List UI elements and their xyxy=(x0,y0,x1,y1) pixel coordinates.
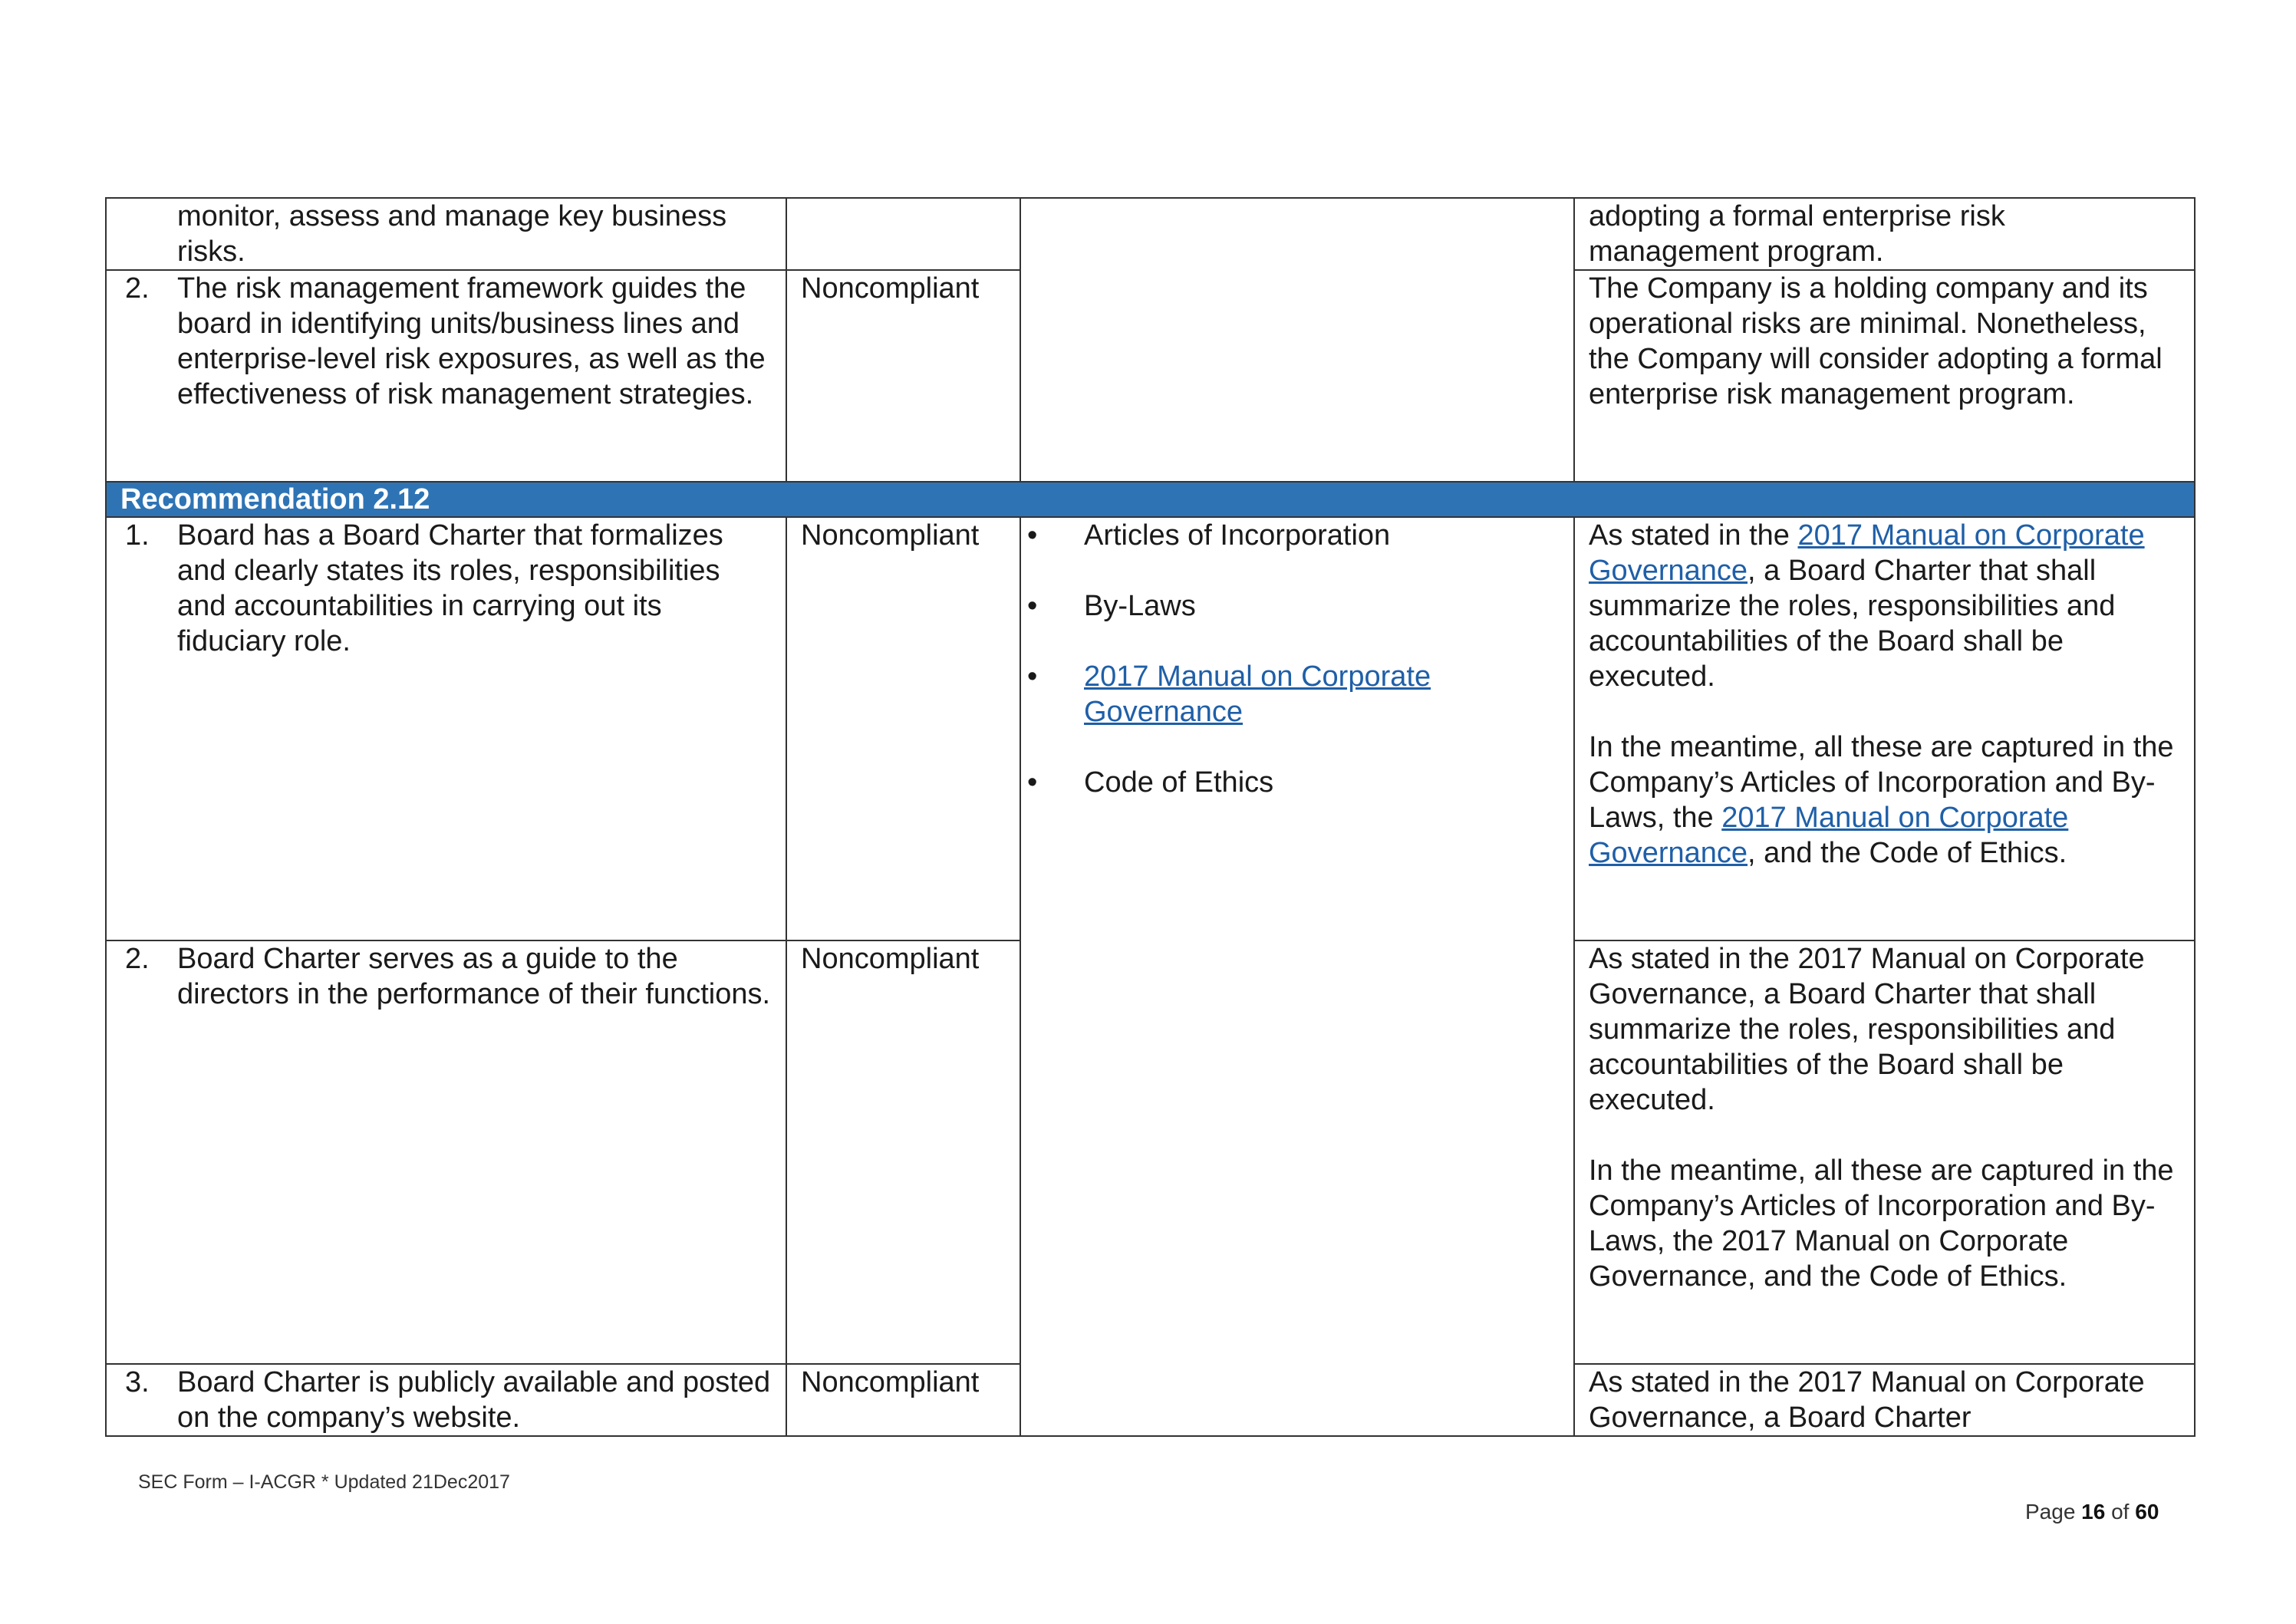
compliance-status: Noncompliant xyxy=(801,519,980,552)
list-item xyxy=(1027,588,1560,624)
page-separator: of xyxy=(2105,1500,2136,1524)
explanation-paragraph xyxy=(1589,518,2180,694)
explanation-text: As stated in the xyxy=(1589,519,1798,552)
page-prefix: Page xyxy=(2025,1500,2082,1524)
page-number xyxy=(2025,1500,2159,1524)
recommendation-cell xyxy=(106,1364,786,1436)
compliance-table xyxy=(105,197,2196,1437)
bullet-icon: • xyxy=(1027,660,1038,693)
manual-link[interactable]: 2017 Manual on Corporate Governance xyxy=(1084,660,1431,728)
document-label: By-Laws xyxy=(1084,590,1196,622)
item-number: 2. xyxy=(125,272,150,305)
compliance-status: Noncompliant xyxy=(801,1366,980,1398)
list-item xyxy=(1027,518,1560,553)
table-row xyxy=(106,517,2195,940)
footer-form-label: SEC Form – I-ACGR * Updated 21Dec2017 xyxy=(138,1471,510,1493)
document-label: Articles of Incorporation xyxy=(1084,519,1391,552)
explanation-text: In the meantime, all these are captured in the Company’s Articles of Incorporation and By-Laws, the xyxy=(1589,731,2174,834)
item-number: 3. xyxy=(125,1366,150,1398)
explanation-cell xyxy=(1574,940,2195,1364)
compliance-cell xyxy=(786,1364,1020,1436)
recommendation-title: Recommendation 2.12 xyxy=(106,482,2195,517)
list-item xyxy=(1027,659,1560,730)
bullet-icon: • xyxy=(1027,519,1038,552)
explanation-text: , a Board Charter that shall summarize the roles, responsibilities and accountabilities of the Board shall be executed. xyxy=(1589,555,2116,693)
recommendation-text: Board has a Board Charter that formalizes and clearly states its roles, responsibilities and accountabilities in carrying out its fiduciary role. xyxy=(177,519,723,657)
documents-cell xyxy=(1020,517,1574,1436)
explanation-cell xyxy=(1574,517,2195,940)
explanation-text: As stated in the 2017 Manual on Corporate Governance, a Board Charter xyxy=(1589,1366,2145,1434)
documents-cell xyxy=(1020,198,1574,482)
explanation-text: , and the Code of Ethics. xyxy=(1748,837,2067,869)
recommendation-text: monitor, assess and manage key business risks. xyxy=(177,200,727,268)
item-number: 1. xyxy=(125,519,150,552)
recommendation-cell xyxy=(106,517,786,940)
explanation-text: adopting a formal enterprise risk management program. xyxy=(1589,200,2005,268)
page-current: 16 xyxy=(2081,1500,2106,1524)
recommendation-header-row xyxy=(106,482,2195,517)
explanation-cell xyxy=(1574,1364,2195,1436)
explanation-paragraph: In the meantime, all these are captured in the Company’s Articles of Incorporation and By-Laws, the 2017 Manual on Corporate Governance, and the Code of Ethics. xyxy=(1589,1155,2174,1293)
manual-link[interactable]: 2017 Manual on Corporate Governance xyxy=(1589,519,2145,587)
explanation-paragraph xyxy=(1589,730,2180,871)
explanation-text: The Company is a holding company and its operational risks are minimal. Nonetheless, the Company will consider adopting a formal enterprise risk management program. xyxy=(1589,272,2163,410)
documents-list xyxy=(1027,518,1560,800)
table-row xyxy=(106,198,2195,270)
document-label: Code of Ethics xyxy=(1084,766,1274,799)
recommendation-text: The risk management framework guides the board in identifying units/business lines and enterprise-level risk exposures, as well as the effectiveness of risk management strategies. xyxy=(177,272,766,410)
recommendation-text: Board Charter is publicly available and posted on the company’s website. xyxy=(177,1366,771,1434)
bullet-icon: • xyxy=(1027,766,1038,799)
compliance-cell xyxy=(786,940,1020,1364)
recommendation-cell xyxy=(106,270,786,482)
compliance-cell xyxy=(786,198,1020,270)
page-total: 60 xyxy=(2135,1500,2159,1524)
compliance-cell xyxy=(786,270,1020,482)
explanation-paragraph: As stated in the 2017 Manual on Corporate Governance, a Board Charter that shall summarize the roles, responsibilities and accountabilities of the Board shall be executed. xyxy=(1589,943,2145,1116)
compliance-status: Noncompliant xyxy=(801,943,980,975)
recommendation-cell xyxy=(106,198,786,270)
list-item xyxy=(1027,765,1560,800)
manual-link[interactable]: 2017 Manual on Corporate Governance xyxy=(1589,802,2069,869)
item-number: 2. xyxy=(125,943,150,975)
compliance-cell xyxy=(786,517,1020,940)
explanation-cell xyxy=(1574,198,2195,270)
compliance-status: Noncompliant xyxy=(801,272,980,305)
bullet-icon: • xyxy=(1027,590,1038,622)
recommendation-text: Board Charter serves as a guide to the directors in the performance of their functions. xyxy=(177,943,771,1010)
explanation-cell xyxy=(1574,270,2195,482)
recommendation-cell xyxy=(106,940,786,1364)
